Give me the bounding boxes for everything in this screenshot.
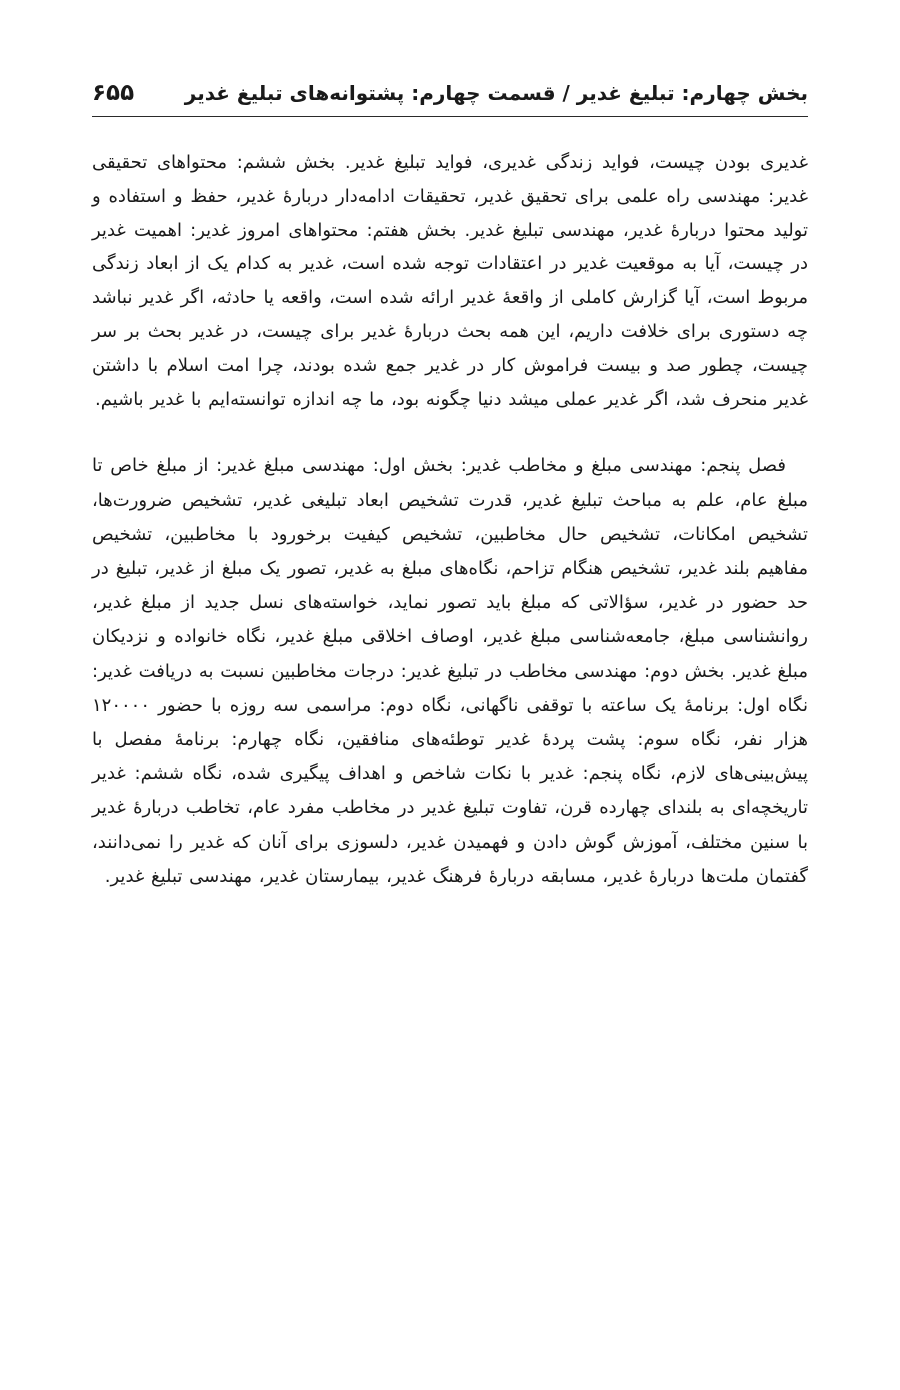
running-header <box>92 70 808 117</box>
paragraph: غدیری بودن چیست، فواید زندگی غدیری، فواید تبلیغ غدیر. بخش ششم: محتواهای تحقیقی غدیر: مهندسی راه علمی برای تحقیق غدیر، تحقیقات ادامه‌دار دربارهٔ غدیر، حفظ و استفاده و تولید محتوا دربارهٔ غدیر، مهندسی تبلیغ غدیر. بخش هفتم: محتواهای امروز غدیر: اهمیت غدیر در چیست، آیا به موقعیت غدیر در اعتقادات توجه شده است، غدیر به کدام یک از ابعاد زندگی مربوط است، آیا گزارش کاملی از واقعهٔ غدیر ارائه شده است، واقعه یا حادثه، اگر غدیر نباشد چه دستوری برای خلافت داریم، این همه بحث دربارهٔ غدیر برای چیست، در غدیر بحث بر سر چیست، چطور صد و بیست فراموش کار در غدیر جمع شده بودند، چرا امت اسلام با داشتن غدیر منحرف شد، اگر غدیر عملی میشد دنیا چگونه بود، ما چه اندازه توانسته‌ایم با غدیر باشیم. <box>92 152 808 410</box>
body-text <box>92 146 808 894</box>
page-number: ۶۵۵ <box>92 80 135 106</box>
paragraph: فصل پنجم: مهندسی مبلغ و مخاطب غدیر: بخش اول: مهندسی مبلغ غدیر: از مبلغ خاص تا مبلغ عام، علم به مباحث تبلیغ غدیر، قدرت تشخیص ابعاد تبلیغی غدیر، تشخیص ضرورت‌ها، تشخیص امکانات، تشخیص حال مخاطبین، تشخیص کیفیت برخورود با مخاطبین، تشخیص مفاهیم بلند غدیر، تشخیص هنگام تزاحم، نگاه‌های مبلغ به غدیر، تصور یک مبلغ از غدیر، تبلیغ در حد حضور در غدیر، سؤالاتی که مبلغ باید تصور نماید، خواسته‌های نسل جدید از مبلغ غدیر، روانشناسی مبلغ، جامعه‌شناسی مبلغ غدیر، اوصاف اخلاقی مبلغ غدیر، نگاه خانواده و نزدیکان مبلغ غدیر. بخش دوم: مهندسی مخاطب در تبلیغ غدیر: درجات مخاطبین نسبت به دریافت غدیر: نگاه اول: برنامهٔ یک ساعته با توقفی ناگهانی، نگاه دوم: مراسمی سه روزه با حضور ۱۲۰۰۰۰ هزار نفر، نگاه سوم: پشت پردهٔ غدیر توطئه‌های منافقین، نگاه چهارم: برنامهٔ مفصل با پیش‌بینی‌های لازم، نگاه پنجم: غدیر با نکات شاخص و اهداف پیگیری شده، نگاه ششم: غدیر تاریخچه‌ای به بلندای چهارده قرن، تفاوت تبلیغ غدیر در مخاطب مفرد عام، تخاطب دربارهٔ غدیر با سنین مختلف، آموزش گوش دادن و فهمیدن غدیر، دلسوزی برای آنان که غدیر را نمی‌دانند، گفتمان ملت‌ها دربارهٔ غدیر، مسابقه دربارهٔ فرهنگ غدیر، بیمارستان غدیر، مهندسی تبلیغ غدیر. <box>92 455 808 887</box>
running-header-title: بخش چهارم: تبلیغ غدیر / قسمت چهارم: پشتوانه‌های تبلیغ غدیر <box>184 81 808 105</box>
